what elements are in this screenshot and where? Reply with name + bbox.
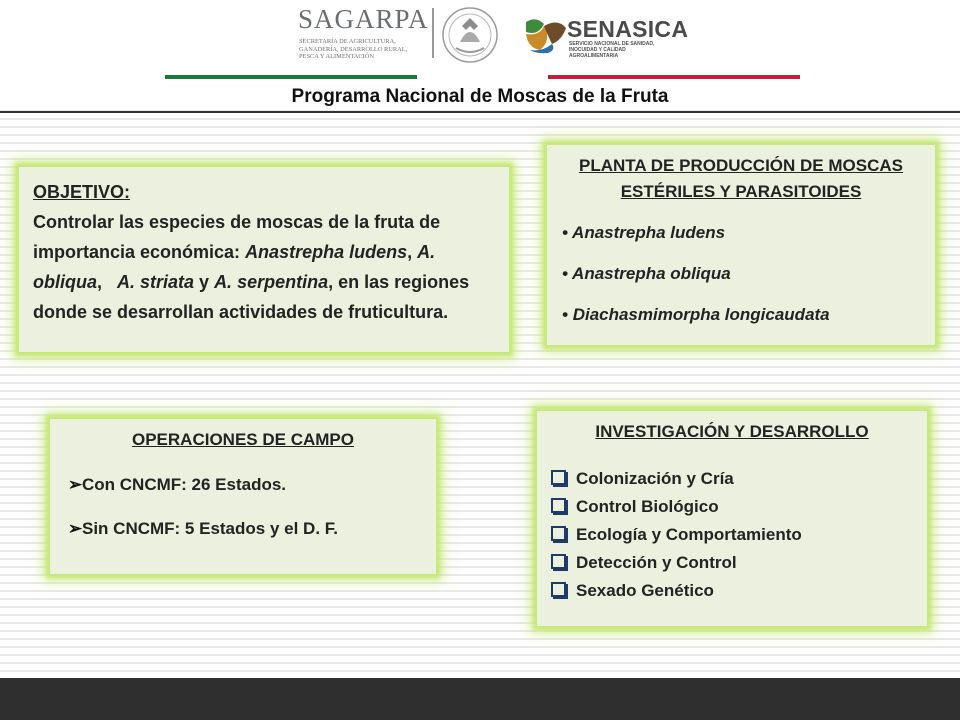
senasica-mark-icon <box>522 14 570 54</box>
objetivo-text-part: , en las regiones donde se desarrollan actividades de fruticultura. <box>33 272 470 322</box>
sagarpa-subtitle-line: SECRETARÍA DE AGRICULTURA, <box>299 38 396 45</box>
list-item <box>551 549 913 577</box>
list-item <box>551 493 913 521</box>
checkbox-bullet-icon <box>551 498 566 513</box>
checkbox-bullet-icon <box>551 526 566 541</box>
sagarpa-logo <box>298 4 434 68</box>
logo-divider <box>432 8 434 58</box>
list-item <box>68 475 424 495</box>
green-stripe <box>165 75 417 79</box>
sagarpa-brand: SAGARPA <box>298 4 429 34</box>
senasica-subtitle-line: INOCUIDAD Y CALIDAD <box>569 47 626 53</box>
senasica-subtitle-line: SERVICIO NACIONAL DE SANIDAD, <box>569 41 655 47</box>
checkbox-bullet-icon <box>551 582 566 597</box>
bullet-icon: • <box>562 264 573 283</box>
list-item-label: Detección y Control <box>576 553 737 572</box>
list-item-label: Con CNCMF: 26 Estados. <box>82 475 287 494</box>
objetivo-text-part: y <box>194 272 215 292</box>
national-seal-icon <box>440 6 500 64</box>
objetivo-text-part: Controlar las especies de moscas de la fruta de importancia económica: <box>33 212 441 262</box>
arrow-bullet-icon: ➢ <box>68 519 83 538</box>
header <box>0 0 960 107</box>
senasica-logo <box>522 14 689 59</box>
checkbox-bullet-icon <box>551 554 566 569</box>
list-item <box>562 305 925 325</box>
title-underline <box>0 111 960 113</box>
page-title: Programa Nacional de Moscas de la Fruta <box>291 86 669 107</box>
sagarpa-subtitle-line: GANADERÍA, DESARROLLO RURAL, <box>299 45 408 53</box>
species-name: A. striata <box>117 272 195 292</box>
list-item-label: Anastrepha ludens <box>572 223 726 242</box>
species-name: A. serpentina <box>214 272 329 292</box>
objetivo-label: OBJETIVO: <box>33 182 131 202</box>
species-name: Anastrepha ludens <box>245 242 408 262</box>
bullet-icon: • <box>562 305 573 324</box>
list-item <box>551 521 913 549</box>
senasica-subtitle <box>569 41 681 59</box>
list-item-label: Ecología y Comportamiento <box>576 525 802 544</box>
list-item <box>562 223 925 243</box>
investigacion-box <box>537 411 927 626</box>
planta-title: PLANTA DE PRODUCCIÓN DE MOSCAS ESTÉRILES Y PARASITOIDES <box>579 156 903 201</box>
species-name: A. obliqua <box>33 242 436 292</box>
red-stripe <box>548 75 800 79</box>
list-item-label: Control Biológico <box>576 497 719 516</box>
bullet-icon: • <box>562 223 573 242</box>
senasica-subtitle-line: AGROALIMENTARIA <box>569 53 619 59</box>
planta-list <box>557 223 925 325</box>
list-item <box>551 465 913 493</box>
footer-bar <box>0 678 960 720</box>
list-item-label: Diachasmimorpha longicaudata <box>572 305 830 324</box>
sagarpa-subtitle-line: PESCA Y ALIMENTACIÓN <box>299 53 374 61</box>
sagarpa-subtitle <box>299 38 435 61</box>
objetivo-box <box>19 167 509 352</box>
list-item <box>68 519 424 539</box>
objetivo-text-part: , <box>97 272 118 292</box>
senasica-brand: SENASICA <box>567 16 689 42</box>
campo-box <box>50 419 436 574</box>
list-item <box>551 577 913 605</box>
list-item-label: Sin CNCMF: 5 Estados y el D. F. <box>82 519 338 538</box>
arrow-bullet-icon: ➢ <box>68 475 83 494</box>
objetivo-text <box>33 177 495 327</box>
investigacion-title: INVESTIGACIÓN Y DESARROLLO <box>595 422 869 441</box>
objetivo-text-part: , <box>407 242 418 262</box>
list-item-label: Sexado Genético <box>576 581 714 600</box>
list-item-label: Colonización y Cría <box>576 469 734 488</box>
list-item-label: Anastrepha obliqua <box>572 264 731 283</box>
checkbox-bullet-icon <box>551 470 566 485</box>
list-item <box>562 264 925 284</box>
campo-title: OPERACIONES DE CAMPO <box>132 430 354 449</box>
planta-box <box>547 145 935 345</box>
